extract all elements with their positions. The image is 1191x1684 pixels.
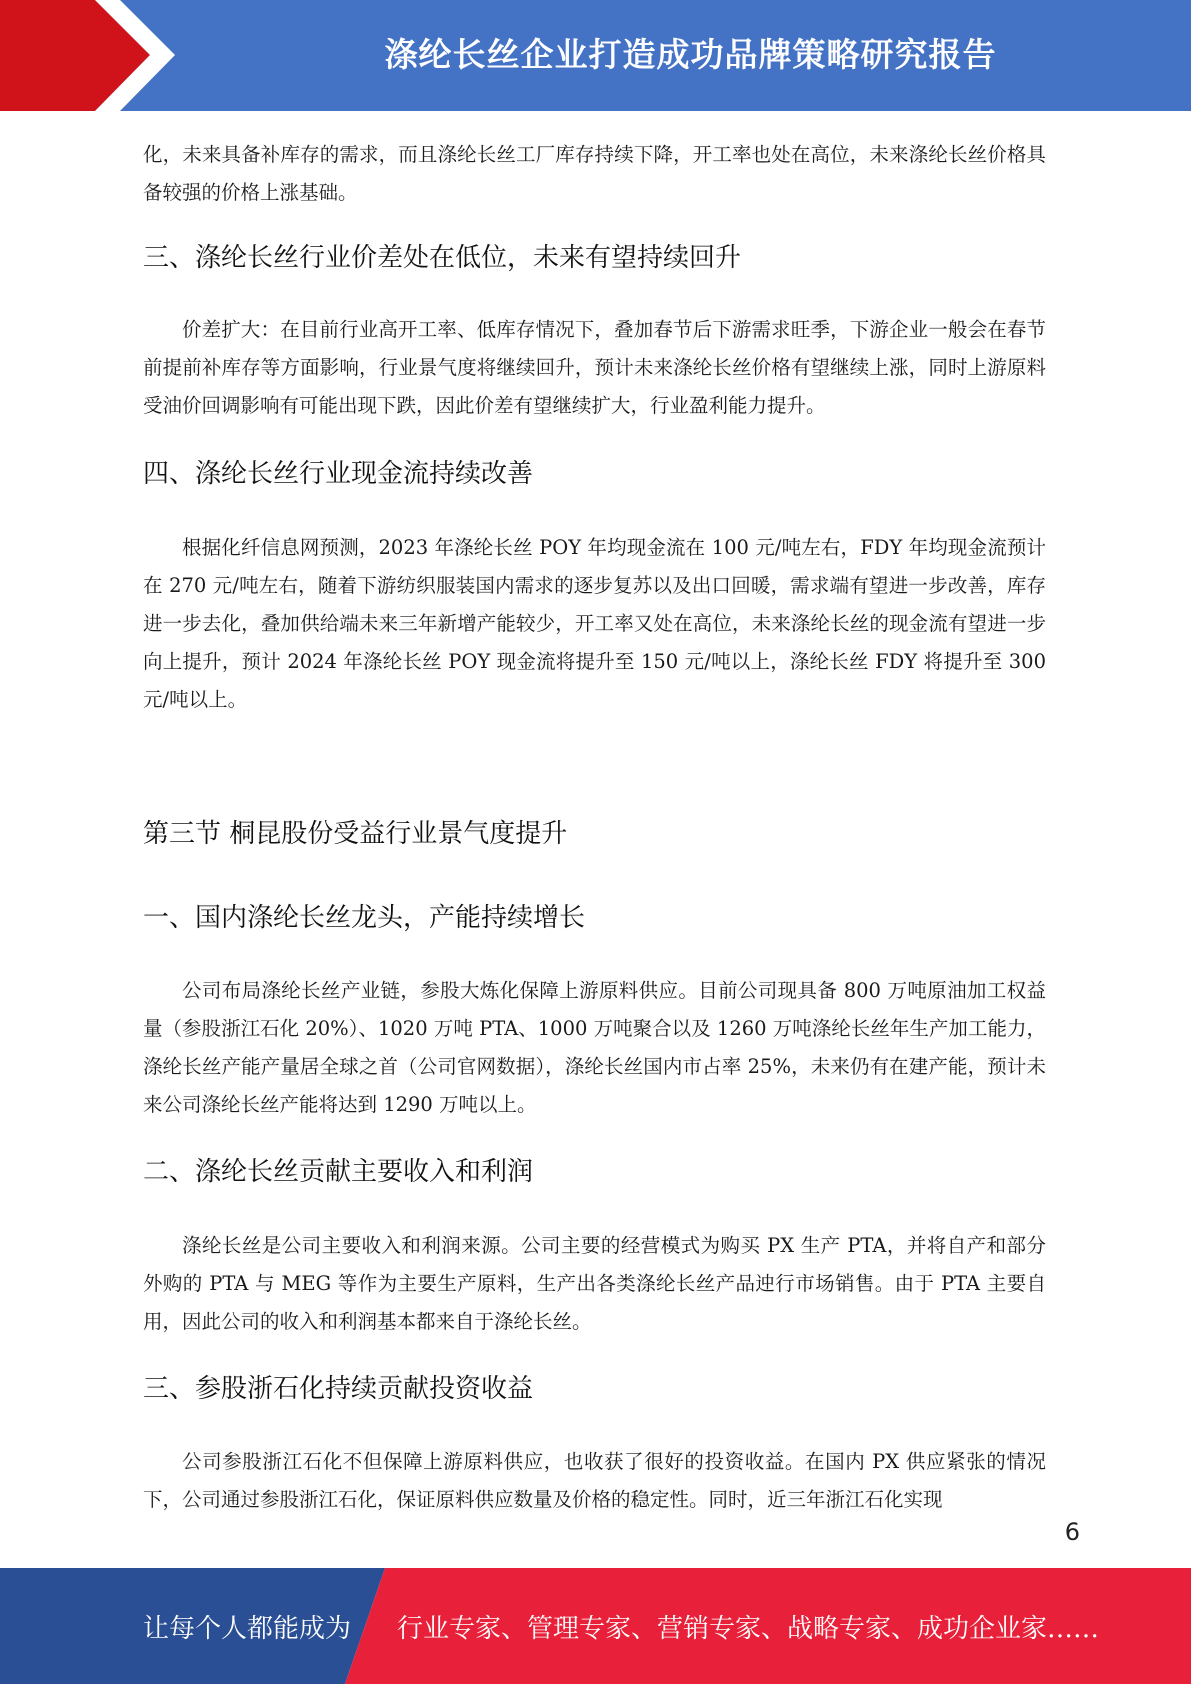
block-3 <box>143 454 1046 494</box>
section-heading: 二、涤纶长丝贡献主要收入和利润 <box>143 1157 534 1187</box>
report-title: 涤纶长丝企业打造成功品牌策略研究报告 <box>384 34 997 74</box>
block-7 <box>143 972 1046 1124</box>
paragraph: 涤纶长丝是公司主要收入和利润来源。公司主要的经营模式为购买 PX 生产 PTA，并将自产和部分外购的 PTA 与 MEG 等作为主要生产原料，生产出各类涤纶长丝产品迚行市场销售。由于 PTA 主要自用，因此公司的收入和利润基本都来自于涤纶长丝。 <box>143 1234 1046 1333</box>
section-heading: 三、涤纶长丝行业价差处在低位，未来有望持续回升 <box>143 243 742 273</box>
block-5 <box>143 814 1046 854</box>
paragraph: 公司参股浙江石化不但保障上游原料供应，也收获了很好的投资收益。在国内 PX 供应紧张的情况下，公司通过参股浙江石化，保证原料供应数量及价格的稳定性。同时，近三年浙江石化实现 <box>143 1450 1046 1511</box>
block-1 <box>143 238 1046 278</box>
paragraph: 根据化纤信息网预测，2023 年涤纶长丝 POY 年均现金流在 100 元/吨左右，FDY 年均现金流预计在 270 元/吨左右，随着下游纺织服装国内需求的逐步复苏以及出口回暖，需求端有望进一步改善，库存进一步去化，叠加供给端未来三年新增产能较少，开工率又处在高位，未来涤纶长丝的现金流有望进一步向上提升，预计 2024 年涤纶长丝 POY 现金流将提升至 150 元/吨以上，涤纶长丝 FDY 将提升至 300 元/吨以上。 <box>143 536 1046 711</box>
paragraph: 化，未来具备补库存的需求，而且涤纶长丝工厂库存持续下降，开工率也处在高位，未来涤纶长丝价格具备较强的价格上涨基础。 <box>143 143 1046 204</box>
paragraph: 价差扩大：在目前行业高开工率、低库存情况下，叠加春节后下游需求旺季，下游企业一般会在春节前提前补库存等方面影响，行业景气度将继续回升，预计未来涤纶长丝价格有望继续上涨，同时上游原料受油价回调影响有可能出现下跌，因此价差有望继续扩大，行业盈利能力提升。 <box>143 318 1046 417</box>
page-number: 6 <box>1064 1518 1080 1546</box>
block-4 <box>143 529 1046 719</box>
block-0 <box>143 136 1046 212</box>
block-9 <box>143 1227 1046 1341</box>
section-heading: 四、涤纶长丝行业现金流持续改善 <box>143 459 534 489</box>
paragraph: 公司布局涤纶长丝产业链，参股大炼化保障上游原料供应。目前公司现具备 800 万吨原油加工权益量（参股浙江石化 20%）、1020 万吨 PTA、1000 万吨聚合以及 1260 万吨涤纶长丝年生产加工能力，涤纶长丝产能产量居全球之首（公司官网数据），涤纶长丝国内市占率 25%，未来仍有在建产能，预计未来公司涤纶长丝产能将达到 1290 万吨以上。 <box>143 979 1046 1116</box>
page-header <box>0 0 1191 111</box>
section-heading: 三、参股浙石化持续贡献投资收益 <box>143 1374 534 1404</box>
block-10 <box>143 1369 1046 1409</box>
section-heading: 一、国内涤纶长丝龙头，产能持续增长 <box>143 903 586 933</box>
block-11 <box>143 1443 1046 1519</box>
block-6 <box>143 898 1046 938</box>
footer-slogan-left: 让每个人都能成为 <box>143 1613 352 1644</box>
footer-slogan-right: 行业专家、管理专家、营销专家、战略专家、成功企业家…… <box>397 1613 1100 1644</box>
chapter-heading: 第三节 桐昆股份受益行业景气度提升 <box>143 819 568 849</box>
block-8 <box>143 1152 1046 1192</box>
block-2 <box>143 311 1046 425</box>
page-footer <box>0 1568 1191 1684</box>
